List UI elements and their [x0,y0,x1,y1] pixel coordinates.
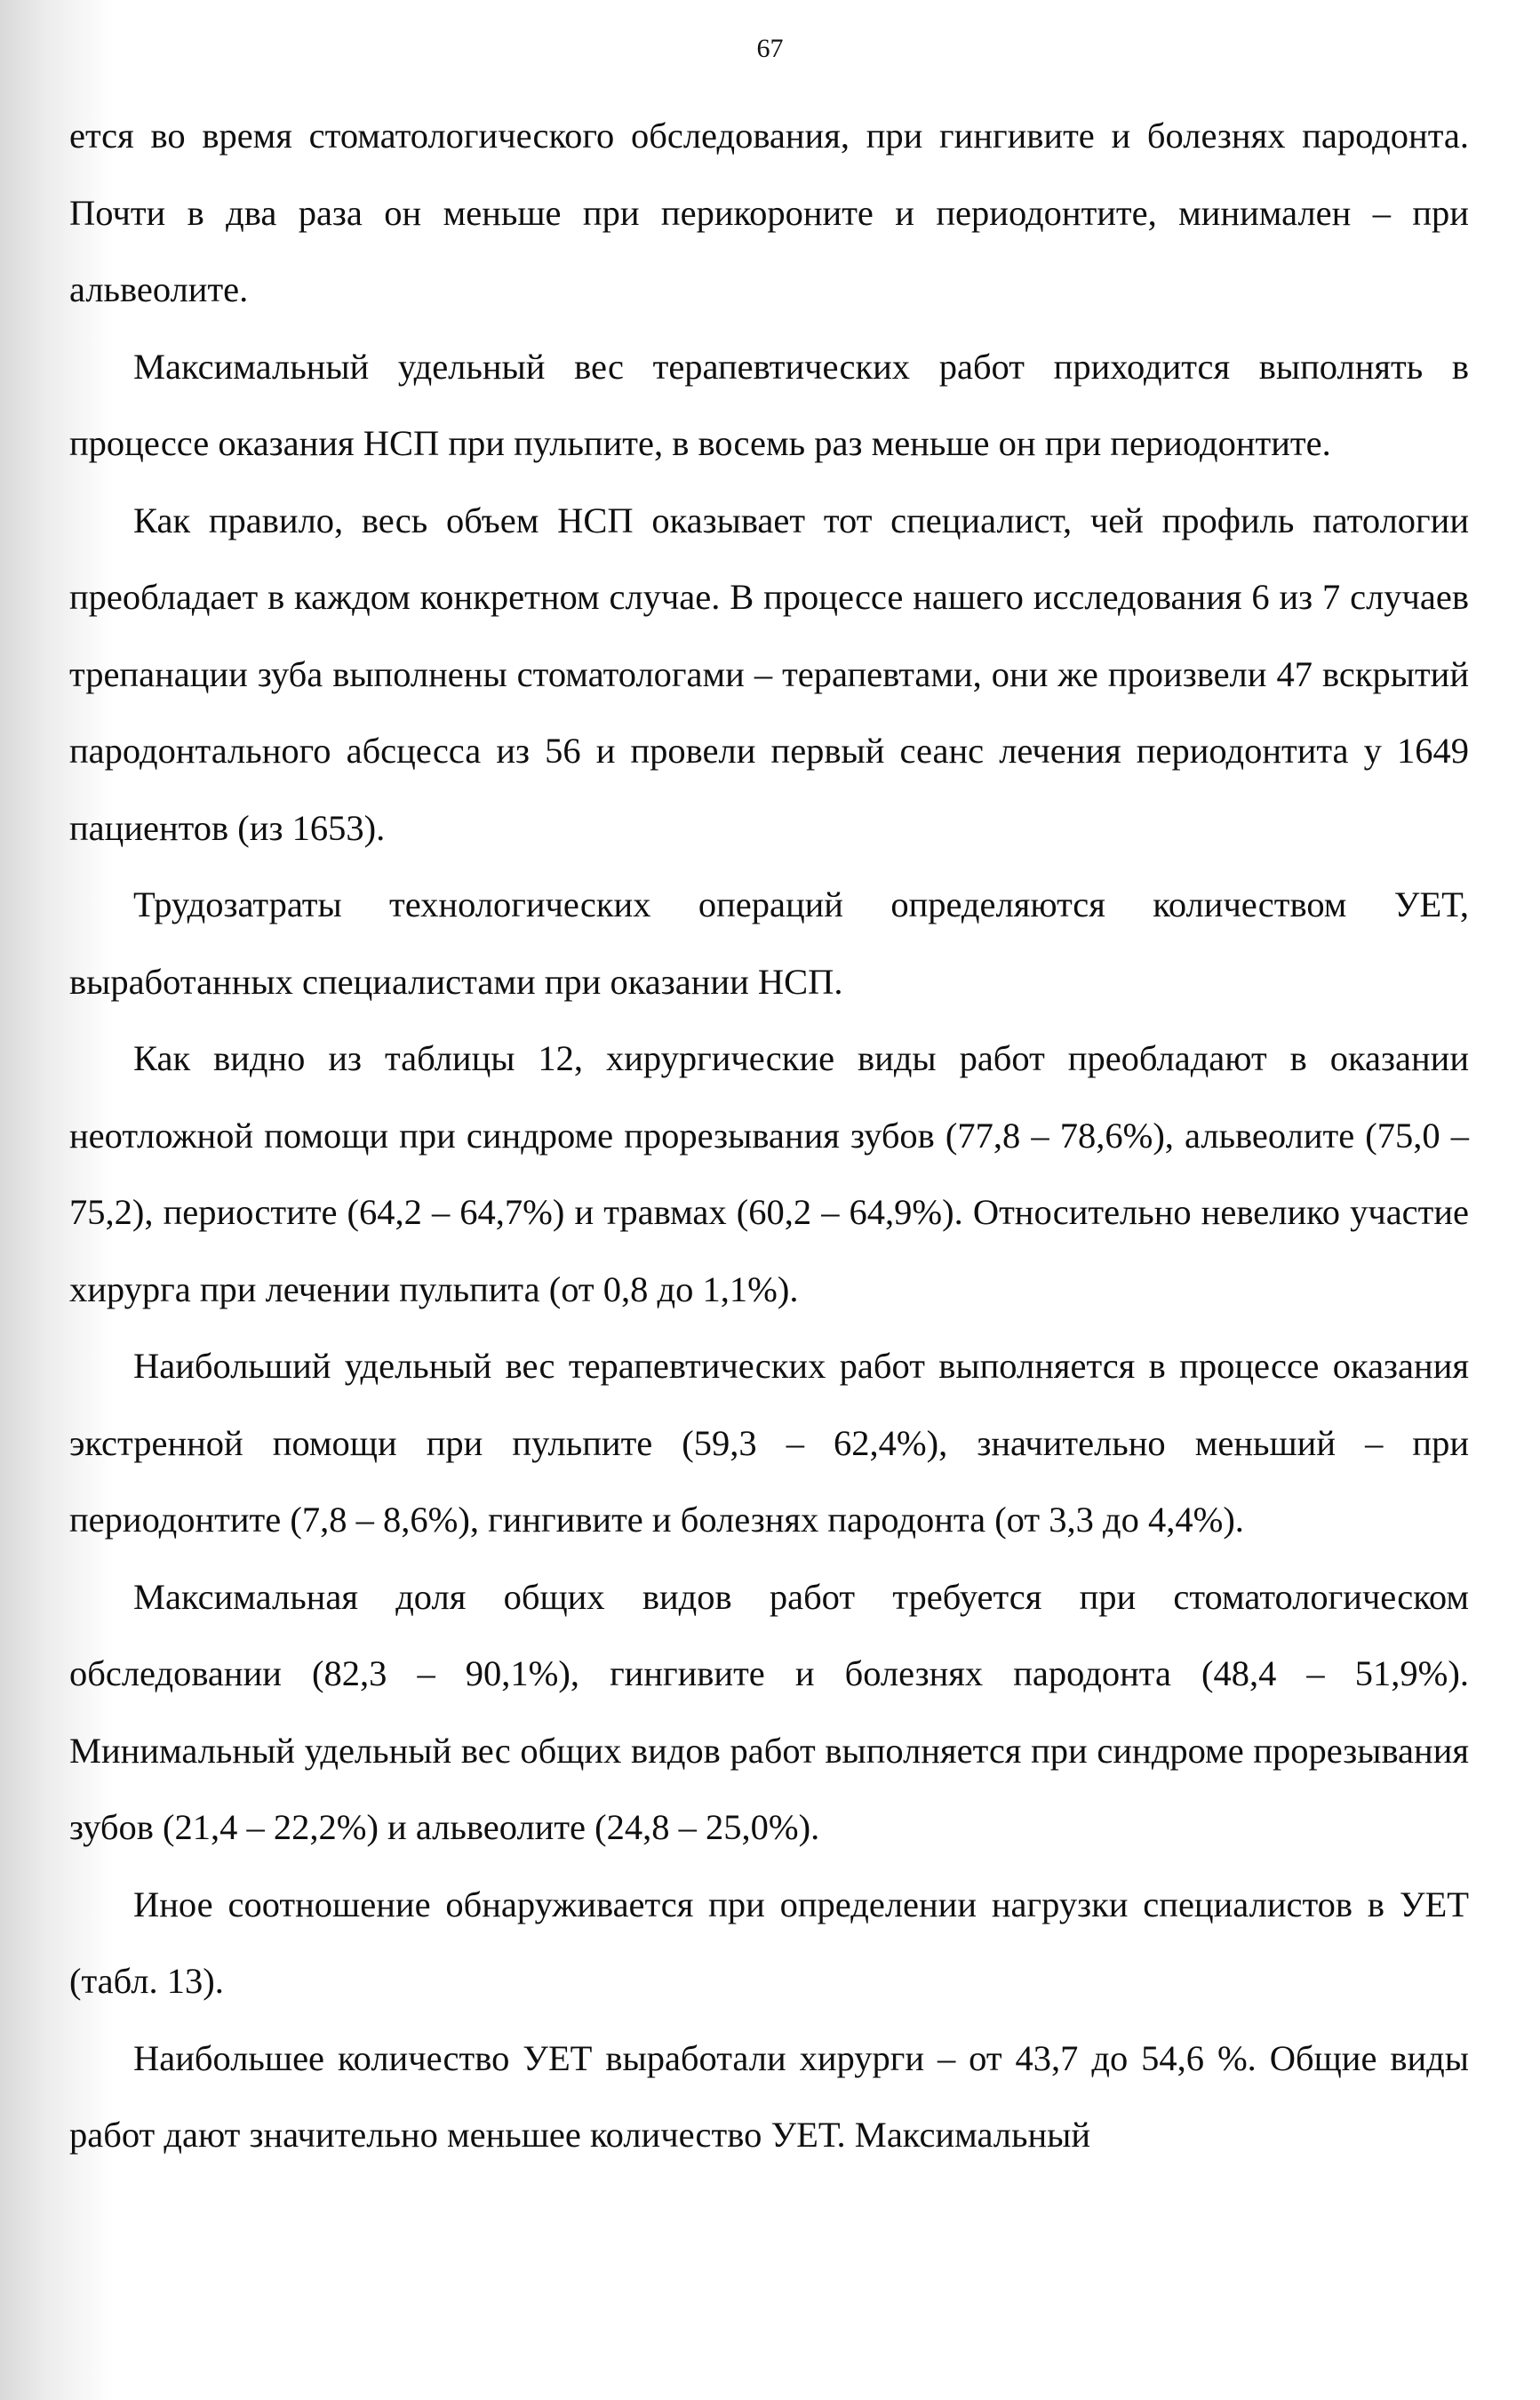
paragraph-5: Как видно из таблицы 12, хирургические виды работ преобладают в оказании неотложной помощи при синдроме прорезывания зубов (77,8 – 78,6%), альвеолите (75,0 – 75,2), периостите (64,2 – 64,7%) и травмах (60,2 – 64,9%). Относительно невелико участие хирурга при лечении пульпита (от 0,8 до 1,1%). [69,1038,1469,1309]
paragraph-2: Максимальный удельный вес терапевтических работ приходится выполнять в процессе оказания НСП при пульпите, в восемь раз меньше он при периодонтите. [69,346,1469,463]
page-number: 67 [756,34,784,63]
paragraph-7: Максимальная доля общих видов работ требуется при стоматологическом обследовании (82,3 – 90,1%), гингивите и болезнях пародонта (48,4 – 51,9%). Минимальный удельный вес общих видов работ выполняется при синдроме прорезывания зубов (21,4 – 22,2%) и альвеолите (24,8 – 25,0%). [69,1576,1469,1847]
paragraph-6: Наибольший удельный вес терапевтических работ выполняется в процессе оказания экстренной помощи при пульпите (59,3 – 62,4%), значительно меньший – при периодонтите (7,8 – 8,6%), гингивите и болезнях пародонта (от 3,3 до 4,4%). [69,1346,1469,1540]
paragraph-1: ется во время стоматологического обследования, при гингивите и болезнях пародонта. Почти в два раза он меньше при перикороните и периодонтите, минимален – при альвеолите. [69,116,1469,309]
paragraph-8: Иное соотношение обнаруживается при определении нагрузки специалистов в УЕТ (табл. 13). [69,1884,1469,2001]
paragraph-3: Как правило, весь объем НСП оказывает тот специалист, чей профиль патологии преобладает в каждом конкретном случае. В процессе нашего исследования 6 из 7 случаев трепанации зуба выполнены стоматологами – терапевтами, они же произвели 47 вскрытий пародонтального абсцесса из 56 и провели первый сеанс лечения периодонтита у 1649 пациентов (из 1653). [69,500,1469,848]
body-text [69,98,1469,2174]
paragraph-9: Наибольшее количество УЕТ выработали хирурги – от 43,7 до 54,6 %. Общие виды работ дают значительно меньшее количество УЕТ. Максимальный [69,2037,1469,2155]
paragraph-4: Трудозатраты технологических операций определяются количеством УЕТ, выработанных специалистами при оказании НСП. [69,884,1469,1002]
